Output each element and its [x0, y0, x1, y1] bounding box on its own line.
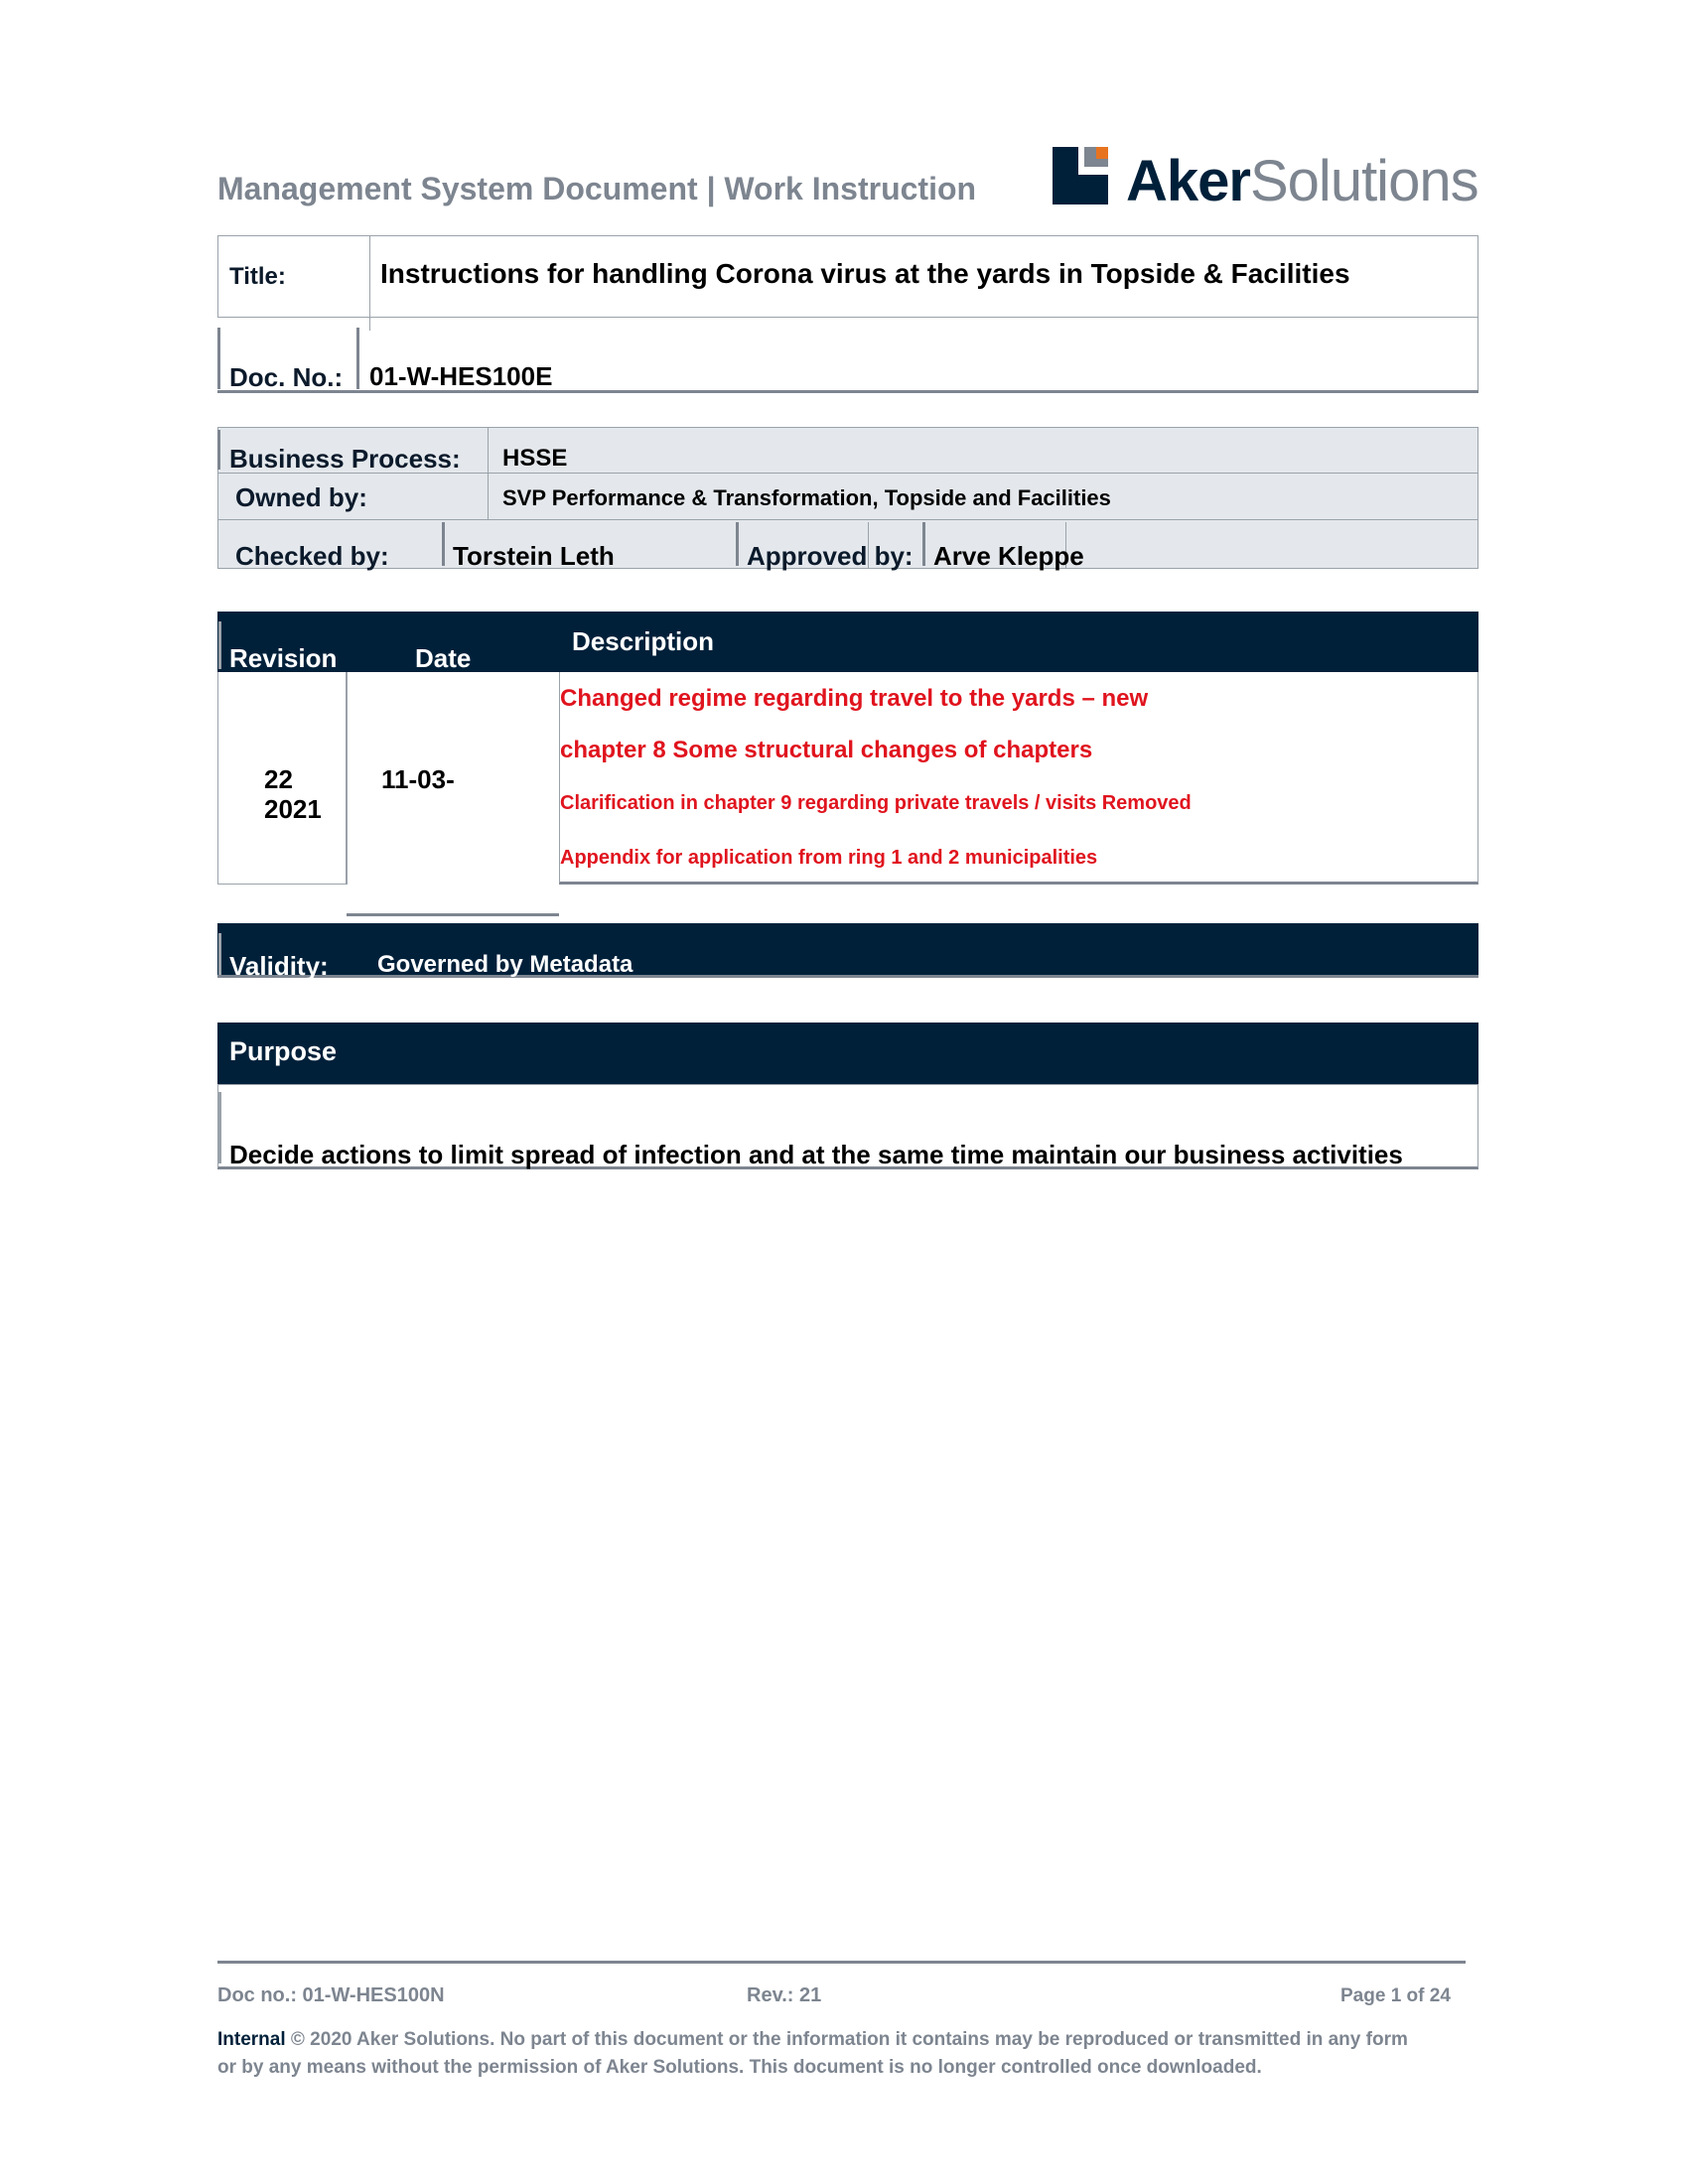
business-process-label: Business Process: [229, 444, 461, 474]
footer-disclaimer [217, 2029, 1408, 2051]
revision-date: 11-03- [381, 764, 455, 794]
validity-value: Governed by Metadata [377, 951, 633, 978]
description-line: Clarification in chapter 9 regarding private travels / visits Removed [560, 792, 1192, 814]
aker-solutions-logo-text [1126, 149, 1478, 214]
revision-column-header: Revision [229, 643, 338, 673]
description-column-header: Description [572, 626, 715, 656]
footer-doc-no: Doc no.: 01-W-HES100N [217, 1984, 445, 2006]
description-line: chapter 8 Some structural changes of chapters [560, 737, 1093, 763]
revision-table-header [217, 612, 1478, 672]
date-column-header: Date [415, 643, 472, 673]
description-line: Appendix for application from ring 1 and 2 municipalities [560, 847, 1098, 869]
validity-label: Validity: [229, 951, 329, 981]
document-type-heading: Management System Document | Work Instruction [217, 171, 977, 206]
checked-by-value: Torstein Leth [453, 541, 615, 571]
purpose-heading: Purpose [229, 1036, 338, 1066]
owned-by-value: SVP Performance & Transformation, Topside and Facilities [502, 485, 1111, 510]
owned-by-label: Owned by: [235, 482, 367, 512]
description-line: Changed regime regarding travel to the yards – new [560, 685, 1149, 712]
footer-page-number: Page 1 of 24 [1340, 1985, 1451, 2006]
copyright-text-line2: or by any means without the permission of Aker Solutions. This document is no longer controlled once downloaded. [217, 2057, 1262, 2078]
title-label: Title: [229, 263, 286, 290]
revision-number: 22 [264, 764, 293, 794]
approved-by-label: Approved by: [747, 541, 914, 571]
business-process-value: HSSE [502, 445, 568, 472]
revision-year: 2021 [264, 794, 322, 824]
doc-no-label: Doc. No.: [229, 362, 344, 392]
purpose-header [217, 1023, 1478, 1085]
footer-revision: Rev.: 21 [747, 1984, 822, 2006]
logo-text-solutions: Solutions [1249, 149, 1478, 213]
aker-solutions-logo-mark [1053, 147, 1108, 205]
doc-no-value: 01-W-HES100E [369, 361, 553, 391]
purpose-text: Decide actions to limit spread of infection and at the same time maintain our business activities [229, 1140, 1403, 1169]
approved-by-value: Arve Kleppe [933, 541, 1084, 571]
copyright-text: © 2020 Aker Solutions. No part of this document or the information it contains may be reproduced or transmitted in any form [290, 2029, 1408, 2050]
document-title: Instructions for handling Corona virus at the yards in Topside & Facilities [380, 258, 1350, 289]
logo-text-aker: Aker [1126, 149, 1250, 213]
classification-label: Internal [217, 2029, 286, 2050]
checked-by-label: Checked by: [235, 541, 389, 571]
